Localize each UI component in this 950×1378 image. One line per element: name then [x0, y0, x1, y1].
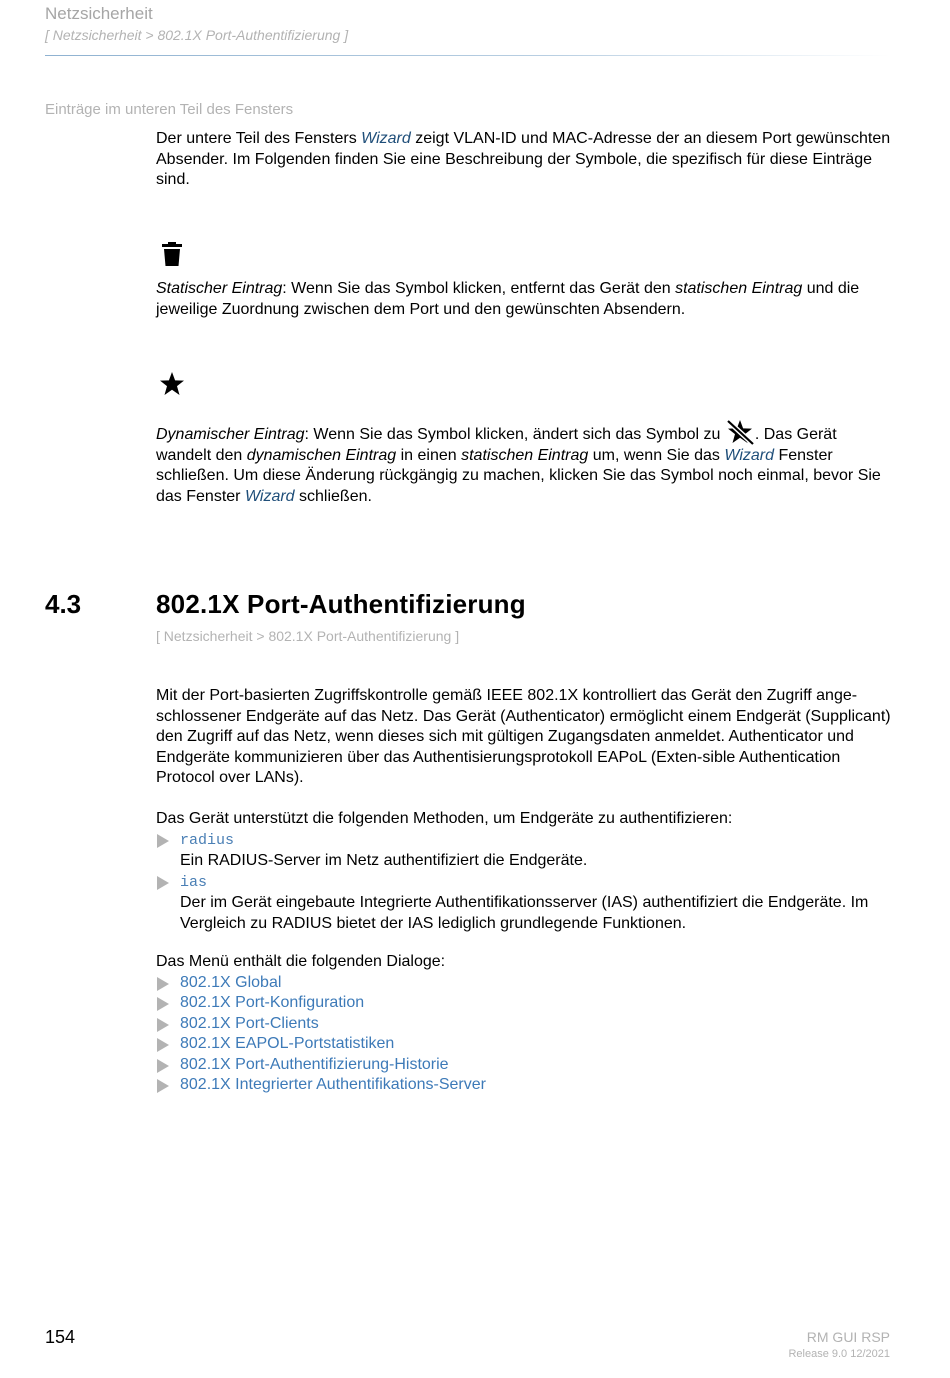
dialog-link-port-config[interactable]: 802.1X Port-Konfiguration [180, 994, 365, 1011]
page-number: 154 [45, 1327, 76, 1347]
bullet-triangle-icon [157, 834, 169, 848]
dynamic-entry-paragraph: Dynamischer Eintrag: Wenn Sie das Symbol klicken, ändert sich das Symbol zu . Das Gerät wandelt den dynamischen Eintrag in einen statischen Eintrag um, wenn Sie das Wizard Fenster schließen. Um diese Änderung rückgängig zu machen, klicken Sie das Symbol noch einmal, bevor Sie das Fenster Wizard schließen. [156, 419, 896, 507]
star-icon [159, 371, 185, 397]
methods-list [156, 830, 896, 852]
dialogs-block [156, 952, 896, 1096]
dialog-link-global[interactable]: 802.1X Global [180, 973, 282, 991]
bullet-triangle-icon [157, 876, 169, 890]
dialog-link-auth-history[interactable]: 802.1X Port-Authentifizierung-Historie [180, 1055, 449, 1073]
bullet-triangle-icon [157, 1038, 169, 1052]
wizard-keyword: Wizard [724, 446, 774, 464]
method-description: Ein RADIUS-Server im Netz authentifiziert die Endgeräte. [180, 852, 588, 869]
list-item: radius [156, 830, 896, 852]
dialog-link-eapol-stats[interactable]: 802.1X EAPOL-Portstatistiken [180, 1035, 395, 1052]
bullet-triangle-icon [157, 1018, 169, 1032]
list-item: ias [156, 872, 896, 894]
wizard-keyword: Wizard [244, 487, 295, 505]
bullet-triangle-icon [157, 1079, 169, 1093]
section-breadcrumb: [ Netzsicherheit > 802.1X Port-Authentifizierung ] [156, 628, 460, 644]
methods-block [156, 809, 896, 934]
dialogs-intro: Das Menü enthält die folgenden Dialoge: [156, 953, 446, 970]
star-crossed-icon [725, 419, 755, 445]
method-description: Der im Gerät eingebaute Integrierte Authentifikationsserver (IAS) authentifiziert die Endgeräte. Im Vergleich zu RADIUS bietet der IAS lediglich grundlegende Funktionen. [180, 894, 869, 932]
bullet-triangle-icon [157, 1059, 169, 1073]
header-divider [45, 55, 890, 56]
document-id: RM GUI RSP [806, 1329, 890, 1345]
section-number: 4.3 [45, 589, 82, 619]
release-info: Release 9.0 12/2021 [788, 1348, 890, 1360]
dialogs-list [156, 973, 896, 1096]
header-breadcrumb: [ Netzsicherheit > 802.1X Port-Authentifizierung ] [45, 27, 349, 43]
section-title: 802.1X Port-Authentifizierung [156, 589, 526, 619]
trash-icon [159, 241, 185, 267]
subheading: Einträge im unteren Teil des Fensters [45, 101, 294, 118]
dialog-link-port-clients[interactable]: 802.1X Port-Clients [180, 1014, 319, 1032]
bullet-triangle-icon [157, 997, 169, 1011]
header-title: Netzsicherheit [45, 4, 153, 23]
wizard-keyword: Wizard [361, 130, 411, 147]
methods-intro: Das Gerät unterstützt die folgenden Methoden, um Endgeräte zu authentifizieren: [156, 810, 733, 827]
bullet-triangle-icon [157, 977, 169, 991]
static-entry-paragraph: Statischer Eintrag: Wenn Sie das Symbol klicken, entfernt das Gerät den statischen Eintrag und die jeweilige Zuordnung zwischen dem Port und den gewünschten Absendern. [156, 280, 860, 318]
intro-paragraph: Der untere Teil des Fensters Wizard zeigt VLAN-ID und MAC-Adresse der an diesem Port gewünschten Absender. Im Folgenden finden Sie eine Beschreibung der Symbole, die spezifisch für diese Einträge sind. [156, 130, 891, 188]
section-body: Mit der Port-basierten Zugriffskontrolle gemäß IEEE 802.1X kontrolliert das Gerät den Zugriff ange-schlossener Endgeräte auf das Netz. Das Gerät (Authenticator) ermöglicht einem Endgerät (Supplicant) den Zugriff auf das Netz, wenn dieses sich mit gültigen Zugangsdaten anmeldet. Authenticator und Endgeräte kommunizieren über das Authentisierungsprotokoll EAPoL (Exten-sible Authentication Protocol over LANs). [156, 687, 891, 786]
dialog-link-ias[interactable]: 802.1X Integrierter Authentifikations-Server [180, 1076, 486, 1093]
